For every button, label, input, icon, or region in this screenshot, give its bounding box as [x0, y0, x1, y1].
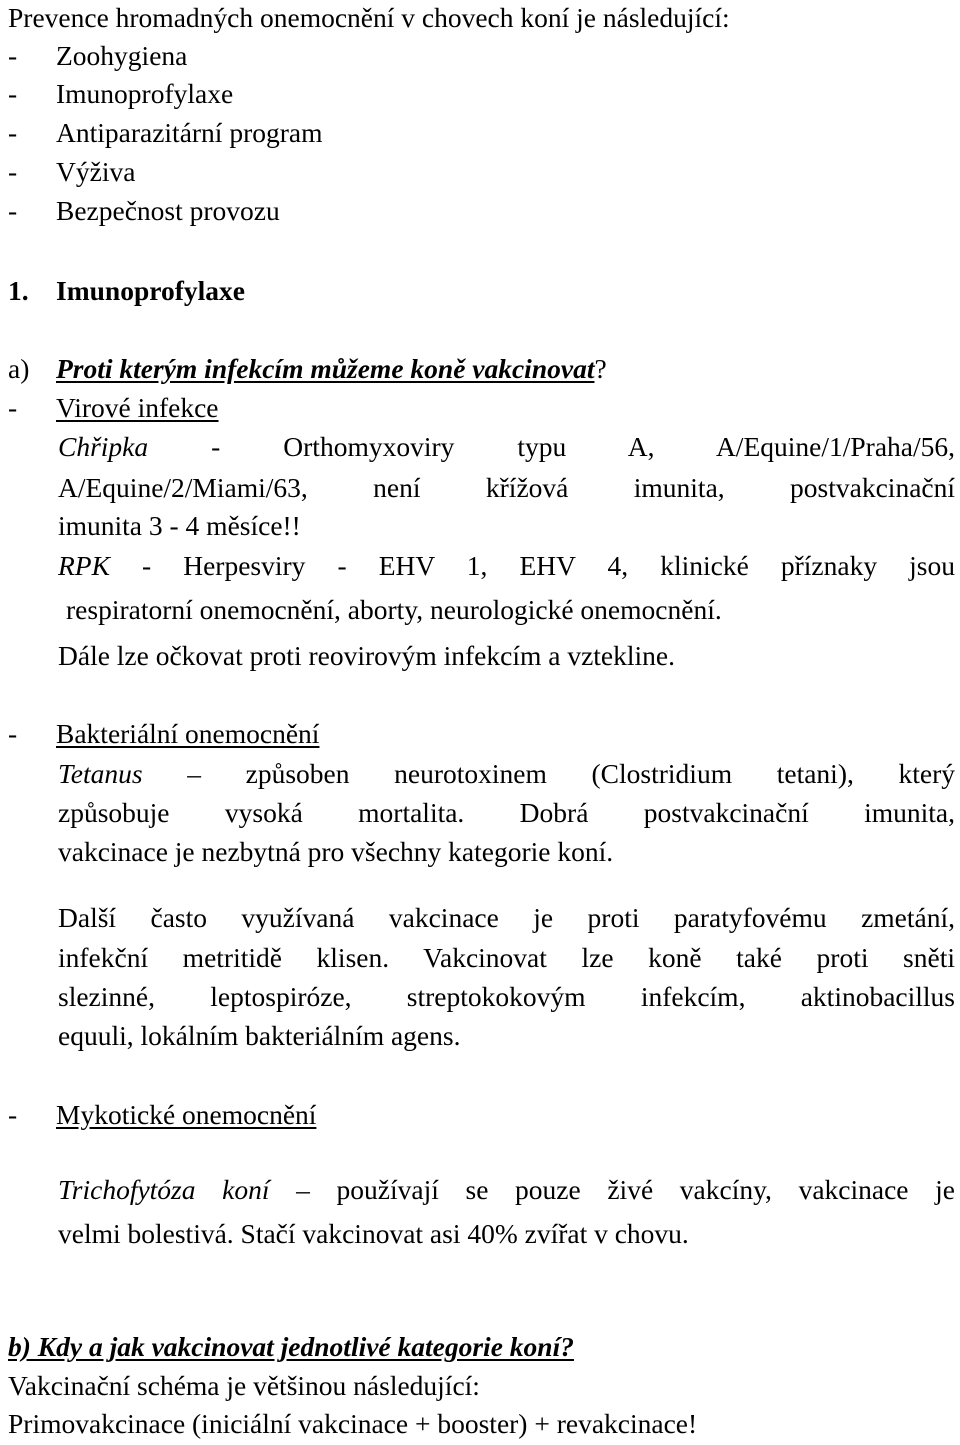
mycotic-heading: Mykotické onemocnění	[56, 1099, 317, 1130]
bacterial-other-line-4: equuli, lokálním bakteriálním agens.	[58, 1020, 461, 1051]
list-item-label: Imunoprofylaxe	[56, 78, 234, 109]
influenza-line-3: imunita 3 - 4 měsíce!!	[58, 510, 301, 541]
rpk-name: RPK	[58, 550, 110, 581]
influenza-line-2: A/Equine/2/Miami/63, není křížová imunita, postvakcinační	[58, 472, 955, 503]
list-dash: -	[8, 1099, 18, 1130]
influenza-line-1	[58, 429, 955, 465]
viral-heading: Virové infekce	[56, 392, 219, 423]
tetanus-line-3: vakcinace je nezbytná pro všechny kategorie koní.	[58, 836, 614, 867]
list-dash: -	[8, 156, 18, 187]
list-item	[8, 115, 323, 151]
tricho-line-2: velmi bolestivá. Stačí vakcinovat asi 40% zvířat v chovu.	[58, 1218, 689, 1249]
rpk-line-2: respiratorní onemocnění, aborty, neurologické onemocnění.	[66, 594, 722, 625]
list-item-label: Antiparazitární program	[56, 117, 323, 148]
bacterial-heading-line	[8, 716, 319, 752]
tetanus-text: – způsoben neurotoxinem (Clostridium tetani), který	[187, 758, 955, 789]
list-item	[8, 154, 135, 190]
bacterial-other-line-3: slezinné, leptospiróze, streptokokovým infekcím, aktinobacillus	[58, 981, 955, 1012]
section-number: 1.	[8, 275, 29, 306]
tetanus-name: Tetanus	[58, 758, 143, 789]
rpk-line-1	[58, 548, 955, 584]
viral-further-text: Dále lze očkovat proti reovirovým infekcím a vztekline.	[58, 640, 675, 671]
list-dash: -	[8, 78, 18, 109]
intro-text: Prevence hromadných onemocnění v chovech koní je následující:	[8, 2, 730, 33]
influenza-name: Chřipka	[58, 431, 149, 462]
question-b: b) Kdy a jak vakcinovat jednotlivé kategorie koní?	[8, 1331, 574, 1362]
schema-text: Primovakcinace (iniciální vakcinace + booster) + revakcinace!	[8, 1408, 698, 1439]
section-heading	[8, 273, 245, 309]
tricho-line-1	[58, 1172, 955, 1208]
list-dash: -	[8, 195, 18, 226]
list-item	[8, 76, 233, 112]
tetanus-line-1	[58, 756, 955, 792]
question-a-punct: ?	[594, 353, 607, 384]
schema-intro: Vakcinační schéma je většinou následující:	[8, 1370, 480, 1401]
list-dash: -	[8, 392, 18, 423]
viral-heading-line	[8, 390, 219, 426]
list-dash: -	[8, 718, 18, 749]
mycotic-heading-line	[8, 1097, 316, 1133]
list-item	[8, 38, 187, 74]
list-item	[8, 193, 280, 229]
question-a-text: Proti kterým infekcím můžeme koně vakcinovat	[56, 353, 595, 384]
influenza-text: - Orthomyxoviry typu A, A/Equine/1/Praha/56,	[211, 431, 956, 462]
list-dash: -	[8, 117, 18, 148]
section-title: Imunoprofylaxe	[56, 275, 245, 306]
tetanus-line-2: způsobuje vysoká mortalita. Dobrá postvakcinační imunita,	[58, 797, 955, 828]
bacterial-other-line-1: Další často využívaná vakcinace je proti paratyfovému zmetání,	[58, 902, 955, 933]
list-item-label: Zoohygiena	[56, 40, 188, 71]
tricho-name: Trichofytóza koní	[58, 1174, 270, 1205]
rpk-text: - Herpesviry - EHV 1, EHV 4, klinické příznaky jsou	[142, 550, 955, 581]
bacterial-heading: Bakteriální onemocnění	[56, 718, 320, 749]
list-dash: -	[8, 40, 18, 71]
tricho-text: – používají se pouze živé vakcíny, vakcinace je	[296, 1174, 955, 1205]
list-item-label: Výživa	[56, 156, 136, 187]
question-a-label: a)	[8, 353, 30, 384]
question-a	[8, 351, 607, 387]
bacterial-other-line-2: infekční metritidě klisen. Vakcinovat lze koně také proti sněti	[58, 942, 955, 973]
list-item-label: Bezpečnost provozu	[56, 195, 280, 226]
